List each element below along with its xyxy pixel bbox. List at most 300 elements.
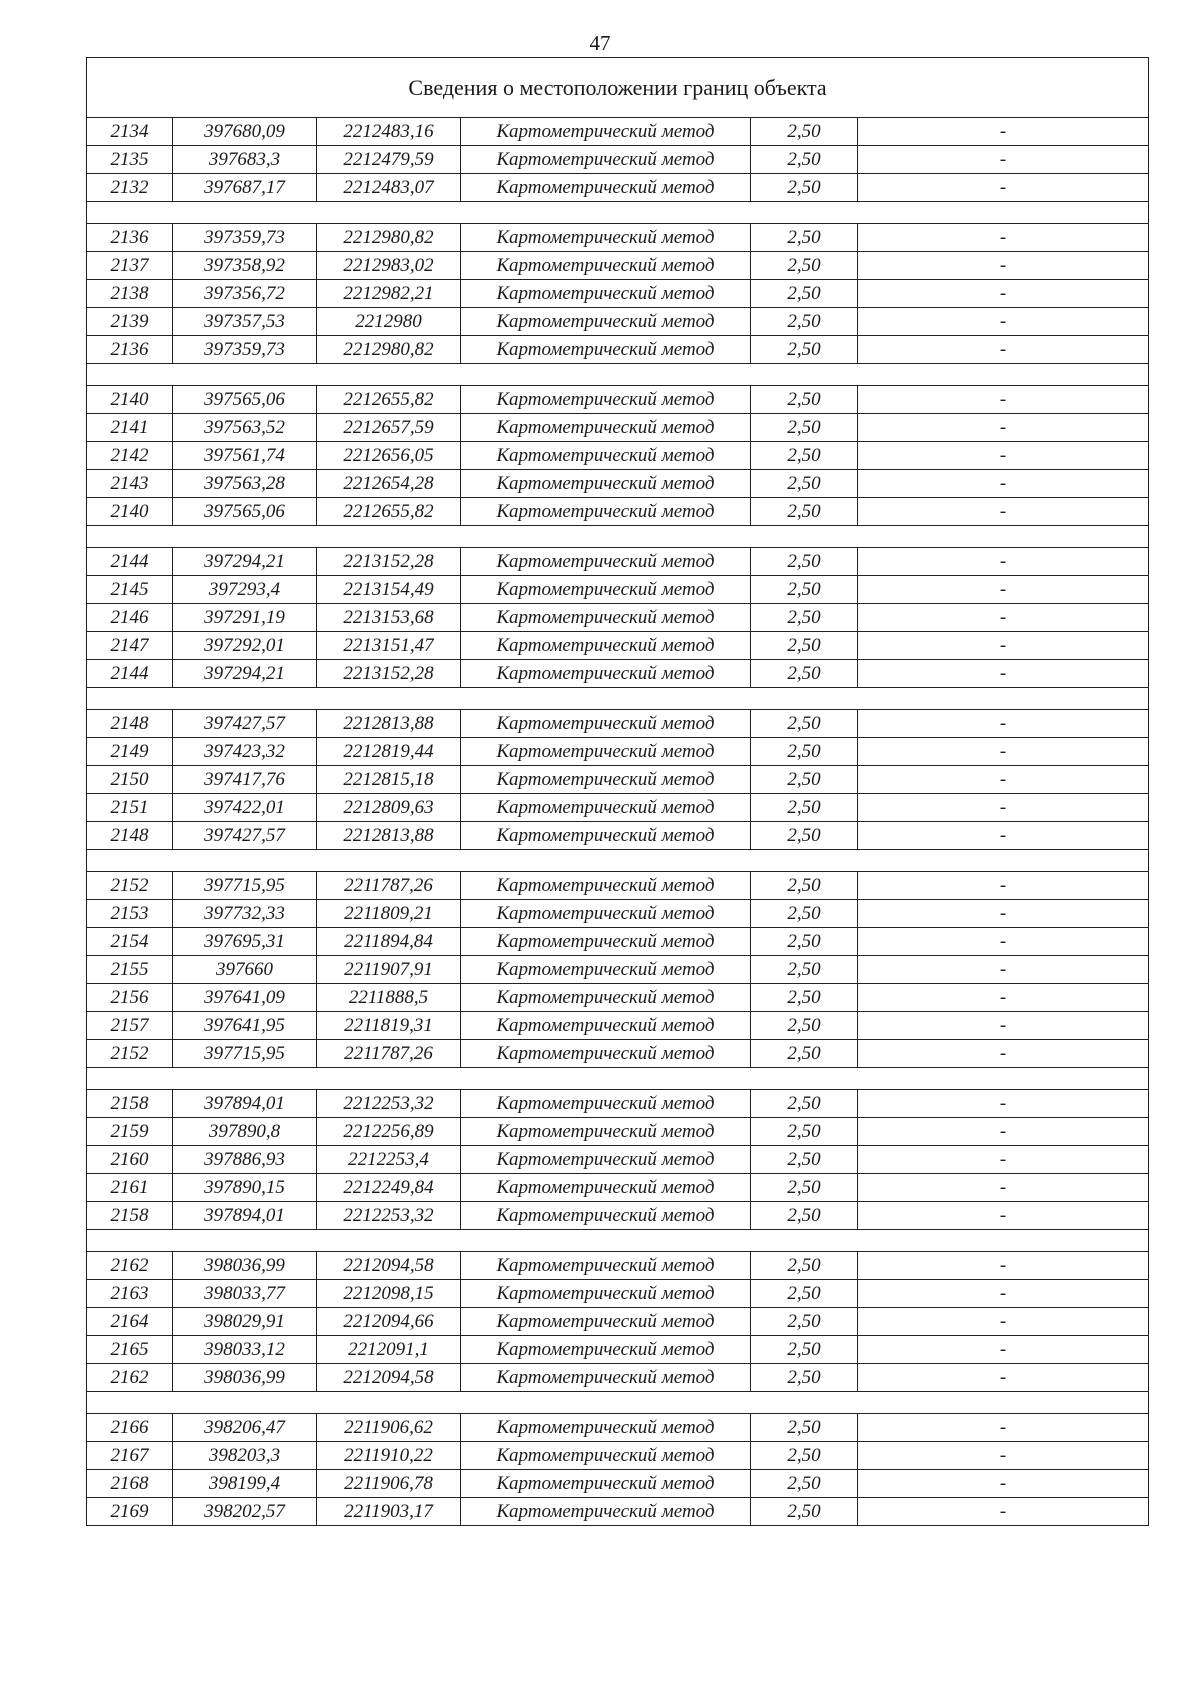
x-coordinate-cell: 397563,52 bbox=[173, 414, 317, 442]
point-number-cell: 2161 bbox=[87, 1174, 173, 1202]
description-cell: - bbox=[858, 1364, 1149, 1392]
y-coordinate-cell: 2211809,21 bbox=[317, 900, 461, 928]
accuracy-cell: 2,50 bbox=[751, 470, 858, 498]
accuracy-cell: 2,50 bbox=[751, 174, 858, 202]
accuracy-cell: 2,50 bbox=[751, 1202, 858, 1230]
method-cell: Картометрический метод bbox=[461, 766, 751, 794]
method-cell: Картометрический метод bbox=[461, 1414, 751, 1442]
accuracy-cell: 2,50 bbox=[751, 794, 858, 822]
description-cell: - bbox=[858, 794, 1149, 822]
accuracy-cell: 2,50 bbox=[751, 956, 858, 984]
point-number-cell: 2147 bbox=[87, 632, 173, 660]
method-cell: Картометрический метод bbox=[461, 1280, 751, 1308]
group-separator-row bbox=[87, 688, 1149, 710]
method-cell: Картометрический метод bbox=[461, 1090, 751, 1118]
table-row bbox=[87, 548, 1149, 576]
y-coordinate-cell: 2212253,32 bbox=[317, 1202, 461, 1230]
method-cell: Картометрический метод bbox=[461, 1308, 751, 1336]
accuracy-cell: 2,50 bbox=[751, 442, 858, 470]
description-cell: - bbox=[858, 710, 1149, 738]
point-number-cell: 2144 bbox=[87, 660, 173, 688]
point-number-cell: 2145 bbox=[87, 576, 173, 604]
accuracy-cell: 2,50 bbox=[751, 1174, 858, 1202]
y-coordinate-cell: 2212819,44 bbox=[317, 738, 461, 766]
x-coordinate-cell: 397715,95 bbox=[173, 872, 317, 900]
y-coordinate-cell: 2212483,07 bbox=[317, 174, 461, 202]
table-row bbox=[87, 174, 1149, 202]
description-cell: - bbox=[858, 470, 1149, 498]
point-number-cell: 2154 bbox=[87, 928, 173, 956]
y-coordinate-cell: 2212813,88 bbox=[317, 710, 461, 738]
table-row bbox=[87, 872, 1149, 900]
point-number-cell: 2155 bbox=[87, 956, 173, 984]
table-row bbox=[87, 1012, 1149, 1040]
y-coordinate-cell: 2212813,88 bbox=[317, 822, 461, 850]
table-row bbox=[87, 1118, 1149, 1146]
y-coordinate-cell: 2212655,82 bbox=[317, 498, 461, 526]
table-row bbox=[87, 1364, 1149, 1392]
point-number-cell: 2169 bbox=[87, 1498, 173, 1526]
method-cell: Картометрический метод bbox=[461, 280, 751, 308]
x-coordinate-cell: 397359,73 bbox=[173, 336, 317, 364]
table-row bbox=[87, 928, 1149, 956]
x-coordinate-cell: 397423,32 bbox=[173, 738, 317, 766]
point-number-cell: 2148 bbox=[87, 710, 173, 738]
description-cell: - bbox=[858, 1280, 1149, 1308]
point-number-cell: 2136 bbox=[87, 336, 173, 364]
y-coordinate-cell: 2211819,31 bbox=[317, 1012, 461, 1040]
x-coordinate-cell: 397417,76 bbox=[173, 766, 317, 794]
x-coordinate-cell: 397565,06 bbox=[173, 386, 317, 414]
method-cell: Картометрический метод bbox=[461, 1146, 751, 1174]
point-number-cell: 2139 bbox=[87, 308, 173, 336]
table-row bbox=[87, 984, 1149, 1012]
y-coordinate-cell: 2211894,84 bbox=[317, 928, 461, 956]
y-coordinate-cell: 2212809,63 bbox=[317, 794, 461, 822]
accuracy-cell: 2,50 bbox=[751, 660, 858, 688]
y-coordinate-cell: 2212091,1 bbox=[317, 1336, 461, 1364]
point-number-cell: 2140 bbox=[87, 386, 173, 414]
description-cell: - bbox=[858, 1442, 1149, 1470]
description-cell: - bbox=[858, 1498, 1149, 1526]
y-coordinate-cell: 2212253,32 bbox=[317, 1090, 461, 1118]
point-number-cell: 2168 bbox=[87, 1470, 173, 1498]
x-coordinate-cell: 397641,09 bbox=[173, 984, 317, 1012]
accuracy-cell: 2,50 bbox=[751, 822, 858, 850]
x-coordinate-cell: 398203,3 bbox=[173, 1442, 317, 1470]
description-cell: - bbox=[858, 414, 1149, 442]
accuracy-cell: 2,50 bbox=[751, 1012, 858, 1040]
description-cell: - bbox=[858, 1090, 1149, 1118]
table-row bbox=[87, 442, 1149, 470]
y-coordinate-cell: 2213153,68 bbox=[317, 604, 461, 632]
method-cell: Картометрический метод bbox=[461, 442, 751, 470]
accuracy-cell: 2,50 bbox=[751, 1308, 858, 1336]
description-cell: - bbox=[858, 1146, 1149, 1174]
method-cell: Картометрический метод bbox=[461, 1364, 751, 1392]
group-separator-row bbox=[87, 850, 1149, 872]
x-coordinate-cell: 397291,19 bbox=[173, 604, 317, 632]
point-number-cell: 2164 bbox=[87, 1308, 173, 1336]
description-cell: - bbox=[858, 576, 1149, 604]
accuracy-cell: 2,50 bbox=[751, 1090, 858, 1118]
accuracy-cell: 2,50 bbox=[751, 872, 858, 900]
method-cell: Картометрический метод bbox=[461, 1040, 751, 1068]
table-row bbox=[87, 900, 1149, 928]
accuracy-cell: 2,50 bbox=[751, 1146, 858, 1174]
method-cell: Картометрический метод bbox=[461, 794, 751, 822]
method-cell: Картометрический метод bbox=[461, 470, 751, 498]
point-number-cell: 2160 bbox=[87, 1146, 173, 1174]
table-title: Сведения о местоположении границ объекта bbox=[87, 58, 1149, 118]
point-number-cell: 2163 bbox=[87, 1280, 173, 1308]
table-row bbox=[87, 1252, 1149, 1280]
y-coordinate-cell: 2212098,15 bbox=[317, 1280, 461, 1308]
group-separator-cell bbox=[87, 688, 1149, 710]
description-cell: - bbox=[858, 956, 1149, 984]
group-separator-cell bbox=[87, 526, 1149, 548]
method-cell: Картометрический метод bbox=[461, 872, 751, 900]
table-row bbox=[87, 252, 1149, 280]
y-coordinate-cell: 2211906,78 bbox=[317, 1470, 461, 1498]
point-number-cell: 2166 bbox=[87, 1414, 173, 1442]
table-row bbox=[87, 1442, 1149, 1470]
accuracy-cell: 2,50 bbox=[751, 1280, 858, 1308]
method-cell: Картометрический метод bbox=[461, 1202, 751, 1230]
point-number-cell: 2141 bbox=[87, 414, 173, 442]
table-title-row bbox=[87, 58, 1149, 118]
x-coordinate-cell: 397886,93 bbox=[173, 1146, 317, 1174]
table-row bbox=[87, 632, 1149, 660]
accuracy-cell: 2,50 bbox=[751, 632, 858, 660]
group-separator-cell bbox=[87, 850, 1149, 872]
y-coordinate-cell: 2212094,66 bbox=[317, 1308, 461, 1336]
x-coordinate-cell: 397427,57 bbox=[173, 822, 317, 850]
table-row bbox=[87, 1470, 1149, 1498]
y-coordinate-cell: 2211903,17 bbox=[317, 1498, 461, 1526]
x-coordinate-cell: 398206,47 bbox=[173, 1414, 317, 1442]
method-cell: Картометрический метод bbox=[461, 1252, 751, 1280]
accuracy-cell: 2,50 bbox=[751, 224, 858, 252]
description-cell: - bbox=[858, 738, 1149, 766]
table-row bbox=[87, 738, 1149, 766]
description-cell: - bbox=[858, 1012, 1149, 1040]
y-coordinate-cell: 2212657,59 bbox=[317, 414, 461, 442]
accuracy-cell: 2,50 bbox=[751, 710, 858, 738]
group-separator-row bbox=[87, 526, 1149, 548]
table-row bbox=[87, 1498, 1149, 1526]
x-coordinate-cell: 397294,21 bbox=[173, 660, 317, 688]
y-coordinate-cell: 2213152,28 bbox=[317, 548, 461, 576]
table-row bbox=[87, 308, 1149, 336]
description-cell: - bbox=[858, 1118, 1149, 1146]
x-coordinate-cell: 397641,95 bbox=[173, 1012, 317, 1040]
y-coordinate-cell: 2212654,28 bbox=[317, 470, 461, 498]
accuracy-cell: 2,50 bbox=[751, 118, 858, 146]
y-coordinate-cell: 2213154,49 bbox=[317, 576, 461, 604]
description-cell: - bbox=[858, 1040, 1149, 1068]
group-separator-cell bbox=[87, 1068, 1149, 1090]
x-coordinate-cell: 397427,57 bbox=[173, 710, 317, 738]
table-row bbox=[87, 386, 1149, 414]
table-row bbox=[87, 224, 1149, 252]
accuracy-cell: 2,50 bbox=[751, 1336, 858, 1364]
point-number-cell: 2140 bbox=[87, 498, 173, 526]
point-number-cell: 2152 bbox=[87, 872, 173, 900]
description-cell: - bbox=[858, 822, 1149, 850]
accuracy-cell: 2,50 bbox=[751, 336, 858, 364]
point-number-cell: 2157 bbox=[87, 1012, 173, 1040]
description-cell: - bbox=[858, 632, 1149, 660]
description-cell: - bbox=[858, 174, 1149, 202]
x-coordinate-cell: 397292,01 bbox=[173, 632, 317, 660]
page-number: 47 bbox=[589, 31, 611, 55]
x-coordinate-cell: 397356,72 bbox=[173, 280, 317, 308]
accuracy-cell: 2,50 bbox=[751, 1364, 858, 1392]
description-cell: - bbox=[858, 1202, 1149, 1230]
group-separator-row bbox=[87, 1068, 1149, 1090]
y-coordinate-cell: 2212094,58 bbox=[317, 1364, 461, 1392]
description-cell: - bbox=[858, 224, 1149, 252]
x-coordinate-cell: 397890,15 bbox=[173, 1174, 317, 1202]
method-cell: Картометрический метод bbox=[461, 822, 751, 850]
point-number-cell: 2149 bbox=[87, 738, 173, 766]
point-number-cell: 2150 bbox=[87, 766, 173, 794]
y-coordinate-cell: 2212249,84 bbox=[317, 1174, 461, 1202]
table-row bbox=[87, 470, 1149, 498]
y-coordinate-cell: 2212479,59 bbox=[317, 146, 461, 174]
y-coordinate-cell: 2212980,82 bbox=[317, 224, 461, 252]
table-row bbox=[87, 822, 1149, 850]
point-number-cell: 2146 bbox=[87, 604, 173, 632]
accuracy-cell: 2,50 bbox=[751, 1442, 858, 1470]
y-coordinate-cell: 2212982,21 bbox=[317, 280, 461, 308]
table-row bbox=[87, 336, 1149, 364]
method-cell: Картометрический метод bbox=[461, 604, 751, 632]
x-coordinate-cell: 397358,92 bbox=[173, 252, 317, 280]
x-coordinate-cell: 398199,4 bbox=[173, 1470, 317, 1498]
x-coordinate-cell: 397357,53 bbox=[173, 308, 317, 336]
y-coordinate-cell: 2212980 bbox=[317, 308, 461, 336]
method-cell: Картометрический метод bbox=[461, 660, 751, 688]
method-cell: Картометрический метод bbox=[461, 1118, 751, 1146]
x-coordinate-cell: 397894,01 bbox=[173, 1202, 317, 1230]
y-coordinate-cell: 2212253,4 bbox=[317, 1146, 461, 1174]
method-cell: Картометрический метод bbox=[461, 710, 751, 738]
accuracy-cell: 2,50 bbox=[751, 1470, 858, 1498]
y-coordinate-cell: 2213151,47 bbox=[317, 632, 461, 660]
description-cell: - bbox=[858, 118, 1149, 146]
group-separator-cell bbox=[87, 202, 1149, 224]
table-row bbox=[87, 1146, 1149, 1174]
point-number-cell: 2167 bbox=[87, 1442, 173, 1470]
y-coordinate-cell: 2213152,28 bbox=[317, 660, 461, 688]
method-cell: Картометрический метод bbox=[461, 900, 751, 928]
x-coordinate-cell: 397294,21 bbox=[173, 548, 317, 576]
description-cell: - bbox=[858, 498, 1149, 526]
method-cell: Картометрический метод bbox=[461, 632, 751, 660]
accuracy-cell: 2,50 bbox=[751, 1498, 858, 1526]
description-cell: - bbox=[858, 1336, 1149, 1364]
description-cell: - bbox=[858, 872, 1149, 900]
x-coordinate-cell: 397695,31 bbox=[173, 928, 317, 956]
table-row bbox=[87, 498, 1149, 526]
y-coordinate-cell: 2211787,26 bbox=[317, 872, 461, 900]
accuracy-cell: 2,50 bbox=[751, 1414, 858, 1442]
point-number-cell: 2134 bbox=[87, 118, 173, 146]
table-body bbox=[87, 58, 1149, 1526]
method-cell: Картометрический метод bbox=[461, 1470, 751, 1498]
description-cell: - bbox=[858, 1470, 1149, 1498]
description-cell: - bbox=[858, 984, 1149, 1012]
method-cell: Картометрический метод bbox=[461, 308, 751, 336]
x-coordinate-cell: 397422,01 bbox=[173, 794, 317, 822]
method-cell: Картометрический метод bbox=[461, 386, 751, 414]
x-coordinate-cell: 397660 bbox=[173, 956, 317, 984]
description-cell: - bbox=[858, 766, 1149, 794]
method-cell: Картометрический метод bbox=[461, 984, 751, 1012]
method-cell: Картометрический метод bbox=[461, 1442, 751, 1470]
y-coordinate-cell: 2212256,89 bbox=[317, 1118, 461, 1146]
description-cell: - bbox=[858, 900, 1149, 928]
point-number-cell: 2159 bbox=[87, 1118, 173, 1146]
x-coordinate-cell: 397687,17 bbox=[173, 174, 317, 202]
description-cell: - bbox=[858, 548, 1149, 576]
point-number-cell: 2138 bbox=[87, 280, 173, 308]
x-coordinate-cell: 397680,09 bbox=[173, 118, 317, 146]
table-row bbox=[87, 710, 1149, 738]
accuracy-cell: 2,50 bbox=[751, 1040, 858, 1068]
group-separator-cell bbox=[87, 1392, 1149, 1414]
x-coordinate-cell: 397359,73 bbox=[173, 224, 317, 252]
table-row bbox=[87, 146, 1149, 174]
point-number-cell: 2152 bbox=[87, 1040, 173, 1068]
point-number-cell: 2162 bbox=[87, 1252, 173, 1280]
x-coordinate-cell: 398036,99 bbox=[173, 1252, 317, 1280]
accuracy-cell: 2,50 bbox=[751, 414, 858, 442]
y-coordinate-cell: 2212815,18 bbox=[317, 766, 461, 794]
description-cell: - bbox=[858, 308, 1149, 336]
description-cell: - bbox=[858, 1252, 1149, 1280]
description-cell: - bbox=[858, 1174, 1149, 1202]
accuracy-cell: 2,50 bbox=[751, 146, 858, 174]
point-number-cell: 2135 bbox=[87, 146, 173, 174]
accuracy-cell: 2,50 bbox=[751, 386, 858, 414]
point-number-cell: 2148 bbox=[87, 822, 173, 850]
y-coordinate-cell: 2211888,5 bbox=[317, 984, 461, 1012]
point-number-cell: 2144 bbox=[87, 548, 173, 576]
y-coordinate-cell: 2212983,02 bbox=[317, 252, 461, 280]
y-coordinate-cell: 2211787,26 bbox=[317, 1040, 461, 1068]
x-coordinate-cell: 397732,33 bbox=[173, 900, 317, 928]
table-row bbox=[87, 576, 1149, 604]
method-cell: Картометрический метод bbox=[461, 224, 751, 252]
accuracy-cell: 2,50 bbox=[751, 308, 858, 336]
x-coordinate-cell: 398029,91 bbox=[173, 1308, 317, 1336]
description-cell: - bbox=[858, 386, 1149, 414]
table-row bbox=[87, 604, 1149, 632]
y-coordinate-cell: 2211907,91 bbox=[317, 956, 461, 984]
table-row bbox=[87, 1308, 1149, 1336]
point-number-cell: 2156 bbox=[87, 984, 173, 1012]
accuracy-cell: 2,50 bbox=[751, 900, 858, 928]
method-cell: Картометрический метод bbox=[461, 1498, 751, 1526]
group-separator-row bbox=[87, 202, 1149, 224]
point-number-cell: 2143 bbox=[87, 470, 173, 498]
y-coordinate-cell: 2212094,58 bbox=[317, 1252, 461, 1280]
method-cell: Картометрический метод bbox=[461, 928, 751, 956]
point-number-cell: 2142 bbox=[87, 442, 173, 470]
point-number-cell: 2158 bbox=[87, 1090, 173, 1118]
table-row bbox=[87, 1414, 1149, 1442]
accuracy-cell: 2,50 bbox=[751, 576, 858, 604]
table-row bbox=[87, 1280, 1149, 1308]
y-coordinate-cell: 2211910,22 bbox=[317, 1442, 461, 1470]
group-separator-row bbox=[87, 1230, 1149, 1252]
group-separator-row bbox=[87, 364, 1149, 386]
y-coordinate-cell: 2212656,05 bbox=[317, 442, 461, 470]
description-cell: - bbox=[858, 252, 1149, 280]
group-separator-row bbox=[87, 1392, 1149, 1414]
y-coordinate-cell: 2211906,62 bbox=[317, 1414, 461, 1442]
table-row bbox=[87, 766, 1149, 794]
table-row bbox=[87, 794, 1149, 822]
accuracy-cell: 2,50 bbox=[751, 1118, 858, 1146]
x-coordinate-cell: 397563,28 bbox=[173, 470, 317, 498]
accuracy-cell: 2,50 bbox=[751, 604, 858, 632]
y-coordinate-cell: 2212483,16 bbox=[317, 118, 461, 146]
point-number-cell: 2165 bbox=[87, 1336, 173, 1364]
x-coordinate-cell: 397894,01 bbox=[173, 1090, 317, 1118]
method-cell: Картометрический метод bbox=[461, 548, 751, 576]
x-coordinate-cell: 398033,77 bbox=[173, 1280, 317, 1308]
accuracy-cell: 2,50 bbox=[751, 280, 858, 308]
table-row bbox=[87, 414, 1149, 442]
group-separator-cell bbox=[87, 364, 1149, 386]
x-coordinate-cell: 397293,4 bbox=[173, 576, 317, 604]
point-number-cell: 2136 bbox=[87, 224, 173, 252]
group-separator-cell bbox=[87, 1230, 1149, 1252]
table-row bbox=[87, 1202, 1149, 1230]
x-coordinate-cell: 397683,3 bbox=[173, 146, 317, 174]
method-cell: Картометрический метод bbox=[461, 498, 751, 526]
method-cell: Картометрический метод bbox=[461, 252, 751, 280]
boundary-table bbox=[86, 57, 1149, 1526]
description-cell: - bbox=[858, 442, 1149, 470]
point-number-cell: 2158 bbox=[87, 1202, 173, 1230]
description-cell: - bbox=[858, 336, 1149, 364]
description-cell: - bbox=[858, 660, 1149, 688]
method-cell: Картометрический метод bbox=[461, 956, 751, 984]
method-cell: Картометрический метод bbox=[461, 146, 751, 174]
table-row bbox=[87, 1336, 1149, 1364]
accuracy-cell: 2,50 bbox=[751, 498, 858, 526]
accuracy-cell: 2,50 bbox=[751, 252, 858, 280]
description-cell: - bbox=[858, 280, 1149, 308]
point-number-cell: 2153 bbox=[87, 900, 173, 928]
method-cell: Картометрический метод bbox=[461, 336, 751, 364]
x-coordinate-cell: 398033,12 bbox=[173, 1336, 317, 1364]
y-coordinate-cell: 2212980,82 bbox=[317, 336, 461, 364]
point-number-cell: 2137 bbox=[87, 252, 173, 280]
table-row bbox=[87, 1174, 1149, 1202]
method-cell: Картометрический метод bbox=[461, 738, 751, 766]
x-coordinate-cell: 397561,74 bbox=[173, 442, 317, 470]
x-coordinate-cell: 397715,95 bbox=[173, 1040, 317, 1068]
table-row bbox=[87, 956, 1149, 984]
method-cell: Картометрический метод bbox=[461, 1336, 751, 1364]
accuracy-cell: 2,50 bbox=[751, 928, 858, 956]
